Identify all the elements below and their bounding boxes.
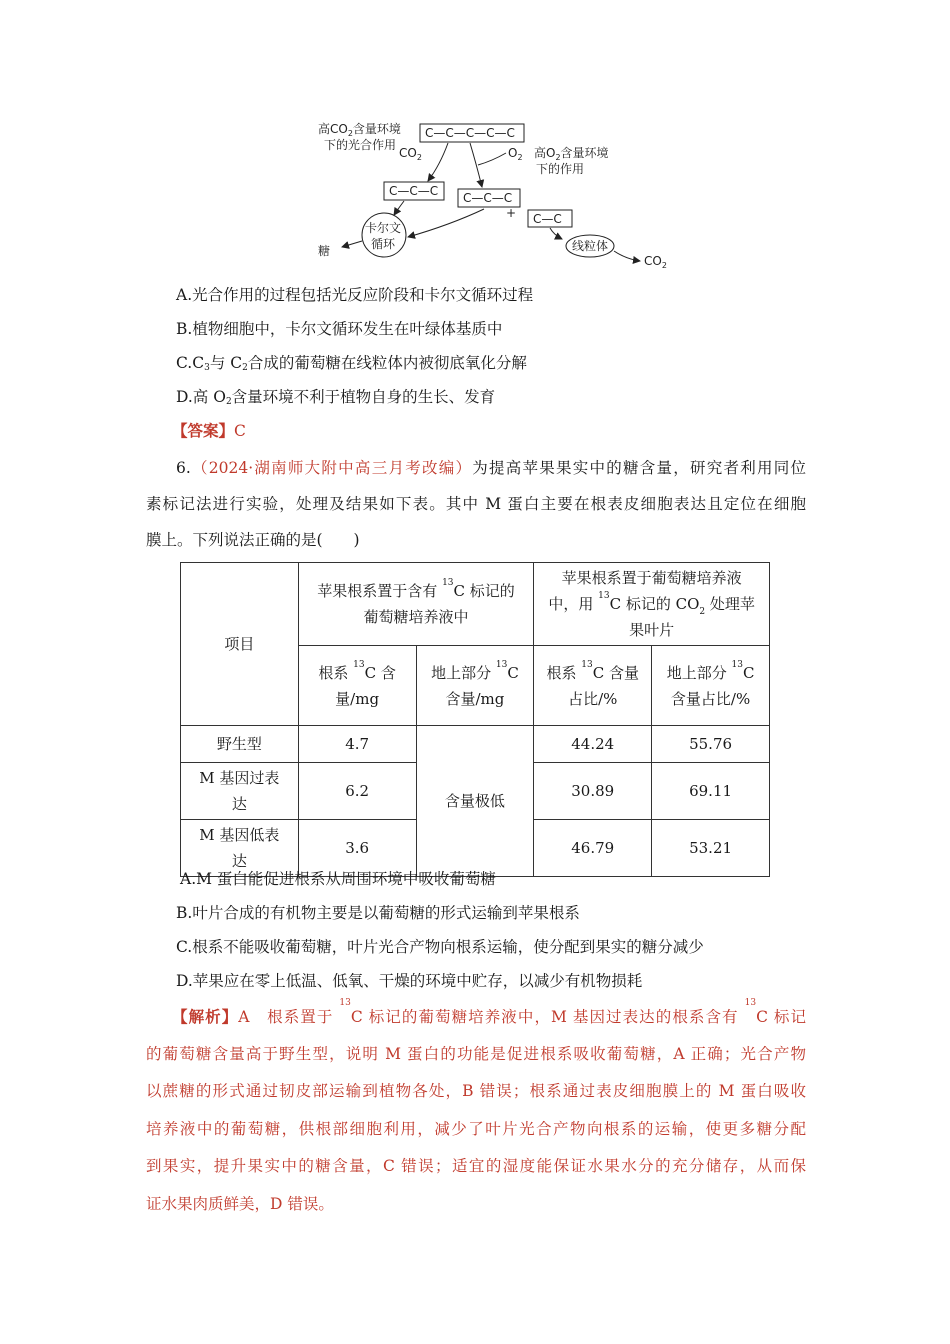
arrow-o2-in	[478, 153, 506, 165]
explanation-line3: 以蔗糖的形式通过韧皮部运输到植物各处，B 错误；根系通过表皮细胞膜上的 M 蛋白吸收	[146, 1082, 806, 1100]
label-high-o2-line1: 高$O_2$含量环境	[534, 146, 609, 162]
root-mg-cell: 3.6	[298, 820, 416, 877]
arrow-calvin-to-sugar	[342, 241, 362, 247]
col-above-pct-header: 地上部分 $^{13}$C 含量占比/%	[652, 646, 770, 726]
q6-option-d: D.苹果应在零上低温、低氧、干燥的环境中贮存，以减少有机物损耗	[176, 972, 643, 990]
mito-label: 线粒体	[572, 239, 609, 253]
table-row	[181, 726, 770, 763]
col-root-mg-header: 根系 $^{13}$C 含 量/mg	[298, 646, 416, 726]
q5-option-a: A.光合作用的过程包括光反应阶段和卡尔文循环过程	[176, 286, 534, 304]
item-header: 项目	[181, 563, 299, 726]
arrow-mito-to-co2	[614, 251, 640, 261]
merged-cell: 含量极低	[416, 726, 534, 877]
row-label: M 基因过表 达	[181, 763, 299, 820]
explanation-line4: 培养液中的葡萄糖，供根部细胞利用，减少了叶片光合产物向根系的运输，使更多糖分配	[146, 1119, 806, 1138]
q6-stem	[146, 450, 806, 558]
root-pct-cell: 44.24	[534, 726, 652, 763]
explanation-line1: 【解析】A 根系置于 $^{13}$C 标记的葡萄糖培养液中，M 基因过表达的根系含有 $^{13}$C 标记	[172, 998, 806, 1026]
c5-label: C—C—C—C—C	[425, 126, 515, 140]
o2-in-label: $O_2$	[508, 146, 523, 162]
photosynthesis-diagram	[300, 115, 680, 275]
q6-stem-line1: 6.（2024·湖南师大附中高三月考改编）为提高苹果果实中的糖含量，研究者利用同位	[176, 459, 806, 477]
col-root-pct-header: 根系 $^{13}$C 含量 占比/%	[534, 646, 652, 726]
above-pct-cell: 69.11	[652, 763, 770, 820]
group2-header: 苹果根系置于葡萄糖培养液 中，用 $^{13}$C 标记的 CO2 处理苹 果叶片	[534, 563, 770, 646]
c2-label: C—C	[533, 212, 562, 226]
calvin-label-1: 卡尔文	[365, 221, 402, 235]
arrow-c5-to-c3-left	[428, 143, 448, 181]
arrow-c2-to-mito	[550, 228, 562, 239]
label-high-co2-line1: 高$CO_2$含量环境	[318, 122, 401, 138]
q6-option-c: C.根系不能吸收葡萄糖，叶片光合产物向根系运输，使分配到果实的糖分减少	[176, 938, 704, 956]
q6-option-b: B.叶片合成的有机物主要是以葡萄糖的形式运输到苹果根系	[176, 904, 580, 922]
calvin-label-2: 循环	[371, 237, 396, 251]
above-pct-cell: 53.21	[652, 820, 770, 877]
explanation-tag: 【解析】	[172, 1007, 239, 1026]
c3-left-label: C—C—C	[389, 184, 439, 198]
q5-answer	[172, 421, 246, 441]
answer-tag: 【答案】	[172, 421, 235, 440]
label-high-o2-line3: 下的作用	[536, 162, 585, 176]
diagram-svg	[300, 115, 680, 275]
label-high-co2-line3: 下的光合作用	[324, 138, 397, 152]
q6-stem-line2: 素标记法进行实验，处理及结果如下表。其中 M 蛋白主要在根表皮细胞表达且定位在细胞	[146, 495, 806, 513]
q5-option-c: C.C3与 C2合成的葡萄糖在线粒体内被彻底氧化分解	[176, 354, 527, 373]
arrow-c5-to-c3-right	[470, 143, 482, 187]
arrow-c3-to-calvin	[394, 201, 404, 215]
answer-value: C	[234, 422, 246, 440]
group1-header: 苹果根系置于含有 $^{13}$C 标记的 葡萄糖培养液中	[298, 563, 534, 646]
q6-stem-line3: 膜上。下列说法正确的是( )	[146, 531, 360, 549]
results-table	[180, 562, 770, 877]
arrow-c3right-to-calvin	[408, 209, 484, 237]
q5-option-b: B.植物细胞中，卡尔文循环发生在叶绿体基质中	[176, 320, 503, 338]
root-pct-cell: 46.79	[534, 820, 652, 877]
root-pct-cell: 30.89	[534, 763, 652, 820]
co2-in-label: $CO_2$	[399, 146, 422, 162]
root-mg-cell: 4.7	[298, 726, 416, 763]
explanation	[146, 998, 806, 1223]
sugar-label: 糖	[318, 244, 331, 258]
explanation-line2: 的葡萄糖含量高于野生型，说明 M 蛋白的功能是促进根系吸收葡萄糖，A 正确；光合产物	[146, 1044, 806, 1063]
above-pct-cell: 55.76	[652, 726, 770, 763]
explanation-line5: 到果实，提升果实中的糖含量，C 错误；适宜的湿度能保证水果水分的充分储存，从而保	[146, 1157, 806, 1175]
q5-option-d: D.高 O2含量环境不利于植物自身的生长、发育	[176, 388, 496, 407]
root-mg-cell: 6.2	[298, 763, 416, 820]
plus-sign: +	[506, 206, 517, 220]
row-label: 野生型	[181, 726, 299, 763]
c3-right-label: C—C—C	[463, 191, 513, 205]
col-above-mg-header: 地上部分 $^{13}$C 含量/mg	[416, 646, 534, 726]
row-label: M 基因低表 达	[181, 820, 299, 877]
q6-option-a: A.M 蛋白能促进根系从周围环境中吸收葡萄糖	[180, 870, 496, 888]
q6-source: （2024·湖南师大附中高三月考改编）	[190, 459, 473, 477]
co2-out-label: $CO_2$	[644, 254, 667, 270]
explanation-line6: 证水果肉质鲜美，D 错误。	[146, 1194, 334, 1213]
